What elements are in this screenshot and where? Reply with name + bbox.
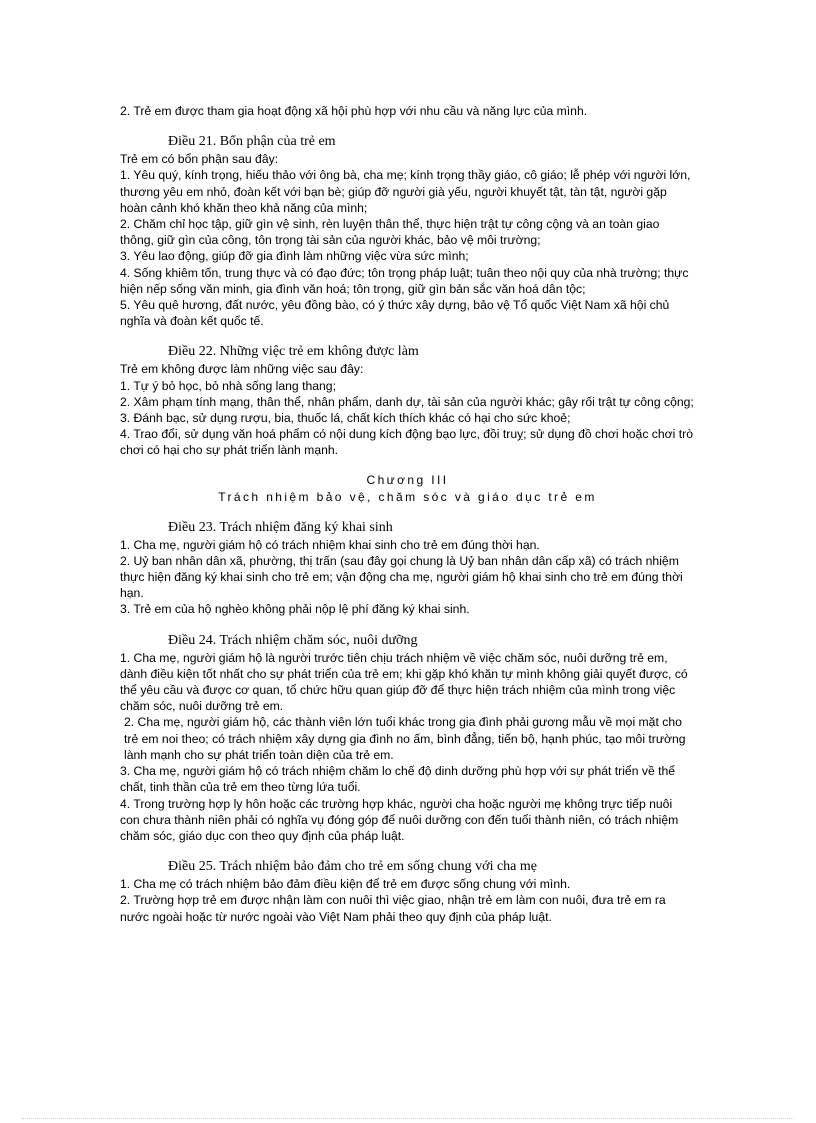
- chapter-number: Chương III: [366, 472, 449, 487]
- article-23-item: 1. Cha mẹ, người giám hộ có trách nhiệm khai sinh cho trẻ em đúng thời hạn.: [120, 537, 540, 552]
- article-22: [120, 343, 695, 458]
- article-21-item: 2. Chăm chỉ học tập, giữ gìn vệ sinh, rèn luyện thân thể, thực hiện trật tự công cộng và an toàn giao thông, giữ gìn của công, tôn trọng tài sản của người khác, bảo vệ môi trường;: [120, 217, 660, 248]
- article-24-item: 2. Cha mẹ, người giám hộ, các thành viên lớn tuổi khác trong gia đình phải gương mẫu về mọi mặt cho trẻ em noi theo; có trách nhiệm xây dựng gia đình no ấm, bình đẳng, tiến bộ, hạnh phúc, tạo môi trường lành mạnh cho sự phát triển toàn diện của trẻ em.: [124, 715, 686, 762]
- article-22-item: 3. Đánh bạc, sử dụng rượu, bia, thuốc lá, chất kích thích khác có hại cho sức khoẻ;: [120, 411, 571, 426]
- article-22-item: 2. Xâm phạm tính mạng, thân thể, nhân phẩm, danh dự, tài sản của người khác; gây rối trật tự công cộng;: [120, 394, 694, 409]
- page-bottom-rule: [22, 1118, 794, 1119]
- article-23-item: 3. Trẻ em của hộ nghèo không phải nộp lệ phí đăng ký khai sinh.: [120, 602, 470, 617]
- article-21-heading: Điều 21. Bổn phận của trẻ em: [168, 134, 336, 150]
- article-24-item: 4. Trong trường hợp ly hôn hoặc các trường hợp khác, người cha hoặc người mẹ không trực tiếp nuôi con chưa thành niên phải có nghĩa vụ đóng góp để nuôi dưỡng con đến tuổi thành niên, có trách nhiệm chăm sóc, giáo dục con theo quy định của pháp luật.: [120, 796, 679, 843]
- article-22-heading: Điều 22. Những việc trẻ em không được làm: [168, 344, 419, 360]
- article-21-item: 1. Yêu quý, kính trọng, hiếu thảo với ông bà, cha mẹ; kính trọng thầy giáo, cô giáo; lễ phép với người lớn, thương yêu em nhỏ, đoàn kết với bạn bè; giúp đỡ người già yếu, người khuyết tật, tàn tật, người gặp hoàn cảnh khó khăn theo khả năng của mình;: [120, 168, 691, 215]
- article-21-item: 4. Sống khiêm tốn, trung thực và có đạo đức; tôn trọng pháp luật; tuân theo nội quy của nhà trường; thực hiện nếp sống văn minh, gia đình văn hoá; tôn trọng, giữ gìn bản sắc văn hoá dân tộc;: [120, 265, 689, 296]
- chapter-header: [120, 472, 695, 506]
- article-23: [120, 519, 695, 618]
- article-21-item: 5. Yêu quê hương, đất nước, yêu đồng bào, có ý thức xây dựng, bảo vệ Tổ quốc Việt Nam xã hội chủ nghĩa và đoàn kết quốc tế.: [120, 298, 670, 329]
- article-23-heading: Điều 23. Trách nhiệm đăng ký khai sinh: [168, 519, 393, 535]
- article-24: [120, 632, 695, 844]
- article-22-item: 1. Tự ý bỏ học, bỏ nhà sống lang thang;: [120, 378, 336, 393]
- article-25: [120, 858, 695, 925]
- article-24-heading: Điều 24. Trách nhiệm chăm sóc, nuôi dưỡng: [168, 632, 418, 648]
- document-page: [120, 103, 695, 925]
- article-22-item: 4. Trao đổi, sử dụng văn hoá phẩm có nội dung kích động bạo lực, đồi truỵ; sử dụng đồ chơi hoặc chơi trò chơi có hại cho sự phát triển lành mạnh.: [120, 427, 693, 458]
- intro-paragraph: 2. Trẻ em được tham gia hoạt động xã hội phù hợp với nhu cầu và năng lực của mình.: [120, 104, 588, 118]
- article-25-item: 2. Trường hợp trẻ em được nhận làm con nuôi thì việc giao, nhận trẻ em làm con nuôi, đưa trẻ em ra nước ngoài hoặc từ nước ngoài vào Việt Nam phải theo quy định của pháp luật.: [120, 893, 666, 924]
- chapter-title: Trách nhiệm bảo vệ, chăm sóc và giáo dục trẻ em: [218, 489, 597, 504]
- article-23-item: 2. Uỷ ban nhân dân xã, phường, thị trấn (sau đây gọi chung là Uỷ ban nhân dân cấp xã) có trách nhiệm thực hiện đăng ký khai sinh cho trẻ em; vận động cha mẹ, người giám hộ khai sinh cho trẻ em đúng thời hạn.: [120, 553, 683, 601]
- article-21: [120, 133, 695, 329]
- article-21-item: 3. Yêu lao động, giúp đỡ gia đình làm những việc vừa sức mình;: [120, 249, 469, 264]
- article-25-item: 1. Cha mẹ có trách nhiệm bảo đảm điều kiện để trẻ em được sống chung với mình.: [120, 877, 571, 892]
- article-22-lead: Trẻ em không được làm những việc sau đây:: [120, 362, 364, 377]
- article-24-item: 3. Cha mẹ, người giám hộ có trách nhiệm chăm lo chế độ dinh dưỡng phù hợp với sự phát triển về thể chất, tinh thần của trẻ em theo từng lứa tuổi.: [120, 764, 676, 795]
- article-25-heading: Điều 25. Trách nhiệm bảo đảm cho trẻ em sống chung với cha mẹ: [168, 859, 537, 875]
- article-21-lead: Trẻ em có bổn phận sau đây:: [120, 152, 279, 167]
- article-24-item: 1. Cha mẹ, người giám hộ là người trước tiên chịu trách nhiệm về việc chăm sóc, nuôi dưỡng trẻ em, dành điều kiện tốt nhất cho sự phát triển của trẻ em; khi gặp khó khăn tự mình không giải quyết được, có thể yêu cầu và được cơ quan, tổ chức hữu quan giúp đỡ để thực hiện trách nhiệm của mình trong việc chăm sóc, nuôi dưỡng trẻ em.: [120, 650, 688, 714]
